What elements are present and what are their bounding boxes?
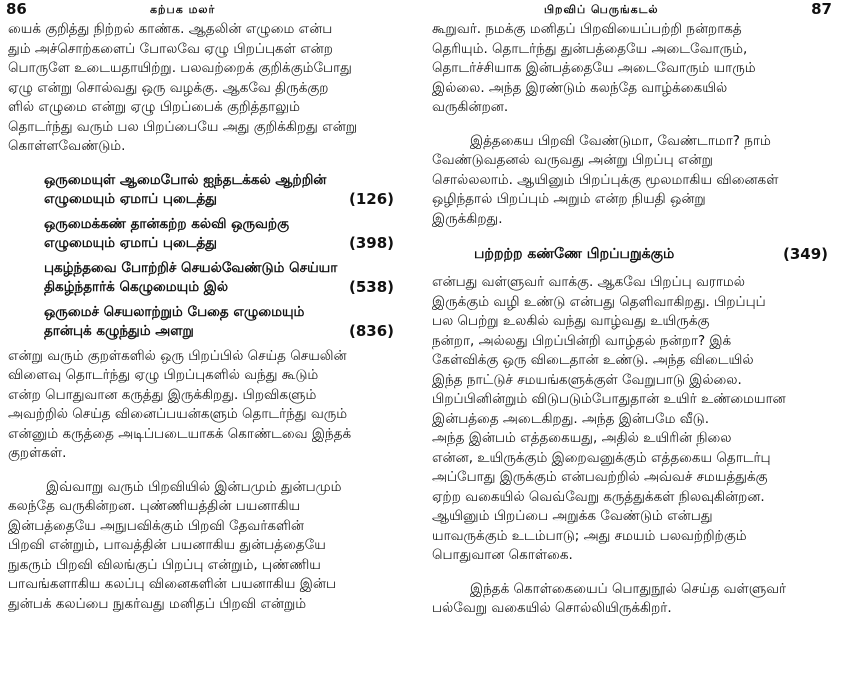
- text-line: ஒழிந்தால் பிறப்பும் அறும் என்ற நியதி ஒன்று: [432, 191, 706, 207]
- text-line: ஏற்ற வகையில் வெவ்வேறு கருத்துக்கள் நிலவுகின்றன.: [432, 488, 765, 505]
- couplet-line: ஒருமைச் செயலாற்றும் பேதை எழுமையும்: [44, 303, 305, 320]
- right-page-header: [424, 0, 842, 20]
- quote-text: பற்றற்ற கண்ணே பிறப்பறுக்கும்: [474, 246, 675, 262]
- text-line: யாவருக்கும் உடம்பாடு; அது சமயம் பலவற்றிற்கும்: [432, 527, 747, 544]
- text-line: வருகின்றன.: [432, 99, 509, 115]
- text-line: இந்தக் கொள்கையைப் பொதுநூல் செய்த வள்ளுவர்: [470, 580, 787, 597]
- couplet-line: திகழ்ந்தார்க் கெழுமையும் இல்: [44, 278, 229, 295]
- kural-couplet: [0, 303, 418, 341]
- text-line: சொல்லலாம். ஆயினும் பிறப்புக்கு மூலமாகிய வினைகள்: [432, 171, 779, 188]
- paragraph: [424, 580, 842, 619]
- text-line: நன்றா, அல்லது பிறப்பின்றி வாழ்தல் நன்றா? இக்: [432, 332, 732, 349]
- couplet-line: ஒருமைக்கண் தான்கற்ற கல்வி ஒருவற்கு: [44, 215, 290, 232]
- text-line: என்பது வள்ளுவர் வாக்கு. ஆகவே பிறப்பு வராமல்: [432, 274, 745, 290]
- text-line: என்று வரும் குறள்களில் ஒரு பிறப்பில் செய்த செயலின்: [8, 347, 347, 364]
- left-page-header: [0, 0, 418, 20]
- text-line: யைக் குறித்து நிற்றல் காண்க. ஆதலின் எழுமை என்ப: [8, 21, 333, 37]
- spacer: [424, 566, 842, 580]
- text-line: குறள்கள்.: [8, 445, 67, 461]
- text-line: ஏழு என்று சொல்வது ஒரு வழக்கு. ஆகவே திருக்குற: [8, 79, 329, 96]
- text-line: பொருளே உடையதாயிற்று. பலவற்றைக் குறிக்கும்போது: [8, 60, 352, 76]
- paragraph: [0, 20, 418, 157]
- text-line: இவ்வாறு வரும் பிறவியில் இன்பமும் துன்பமும்: [46, 478, 342, 495]
- running-head: கற்பக மலர்: [150, 3, 216, 16]
- text-line: கொள்ளவேண்டும்.: [8, 138, 126, 154]
- couplet-line: ஒருமையுள் ஆமைபோல் ஐந்தடக்கல் ஆற்றின்: [44, 171, 327, 188]
- text-line: தொடர்ச்சியாக இன்பத்தையே அடைவோரும் யாரும்: [432, 60, 756, 76]
- text-line: அந்த இன்பம் எத்தகையது, அதில் உயிரின் நிலை: [432, 430, 732, 446]
- text-line: ளில் எழுமை என்று ஏழு பிறப்பைக் குறித்தாலும்: [8, 99, 300, 115]
- spacer: [0, 464, 418, 478]
- text-line: நுகரும் பிறவி விலங்குப் பிறப்பு என்றும், புண்ணிய: [8, 556, 321, 573]
- paragraph: [0, 478, 418, 615]
- paragraph: [0, 347, 418, 464]
- text-line: கேள்விக்கு ஒரு விடைதான் உண்டு. அந்த விடையில்: [432, 352, 754, 368]
- text-line: தெரியும். தொடர்ந்து துன்பத்தையே அடைவோரும்,: [432, 40, 748, 57]
- paragraph: [424, 273, 842, 566]
- text-line: இல்லை. அந்த இரண்டும் கலந்தே வாழ்க்கையில்: [432, 79, 728, 96]
- text-line: ஆயினும் பிறப்பை அறுக்க வேண்டும் என்பது: [432, 508, 713, 524]
- kural-couplet: [0, 171, 418, 209]
- text-line: பல்வேறு வகையில் சொல்லியிருக்கிறர்.: [432, 600, 672, 616]
- text-line: பிறவி என்றும், பாவத்தின் பயனாகிய துன்பத்தையே: [8, 537, 326, 553]
- couplet-number: (126): [348, 189, 394, 208]
- text-line: வேண்டுவதனல் வருவது அன்று பிறப்பு என்று: [432, 152, 713, 168]
- text-line: பிறப்பினின்றும் விடுபடும்போதுதான் உயிர் உண்மையான: [432, 391, 786, 407]
- text-line: தொடர்ந்து வரும் பல பிறப்பையே அது குறிக்கிறது என்று: [8, 118, 358, 135]
- page-number: 86: [6, 0, 27, 18]
- paragraph: [424, 20, 842, 118]
- spacer: [0, 157, 418, 171]
- text-line: இன்பத்தை அடைகிறது. அந்த இன்பமே வீடு.: [432, 410, 710, 427]
- text-line: கூறுவர். நமக்கு மனிதப் பிறவியைப்பற்றி நன்றாகத்: [432, 21, 742, 37]
- text-line: என்ற பொதுவான கருத்து இருக்கிறது. பிறவிகளும்: [8, 386, 317, 403]
- couplet-number: (538): [348, 277, 394, 296]
- couplet-number: (836): [348, 321, 394, 340]
- couplet-line: புகழ்ந்தவை போற்றிச் செயல்வேண்டும் செய்யா: [44, 259, 338, 276]
- kural-quote: [424, 243, 842, 265]
- page-number: 87: [811, 0, 832, 18]
- couplet-line: எழுமையும் ஏமாப் புடைத்து: [44, 190, 217, 207]
- text-line: கலந்தே வருகின்றன. புண்ணியத்தின் பயனாகிய: [8, 498, 301, 514]
- spacer: [424, 118, 842, 132]
- text-line: இருக்கிறது.: [432, 210, 503, 227]
- running-head: பிறவிப் பெருங்கடல்: [544, 3, 659, 16]
- text-line: பல பெற்று உலகில் வந்து வாழ்வது உயிருக்கு: [432, 313, 710, 329]
- couplet-line: எழுமையும் ஏமாப் புடைத்து: [44, 234, 217, 251]
- text-line: இத்தகைய பிறவி வேண்டுமா, வேண்டாமா? நாம்: [470, 132, 771, 149]
- couplet-line: தான்புக் கழுந்தும் அளறு: [44, 322, 194, 339]
- spacer: [424, 229, 842, 243]
- quote-number: (349): [782, 245, 828, 263]
- couplet-number: (398): [348, 233, 394, 252]
- kural-couplet: [0, 259, 418, 297]
- text-line: பொதுவான கொள்கை.: [432, 547, 573, 563]
- text-line: அவற்றில் செய்த வினைப்பயன்களும் தொடர்ந்து வரும்: [8, 406, 348, 422]
- text-line: பாவங்களாகிய கலப்பு வினைகளின் பயனாகிய இன்ப: [8, 576, 336, 592]
- text-line: இருக்கும் வழி உண்டு என்பது தெளிவாகிறது. பிறப்புப்: [432, 293, 766, 310]
- text-line: என்ன, உயிருக்கும் இறைவனுக்கும் எத்தகைய தொடர்பு: [432, 449, 771, 466]
- text-line: துன்பக் கலப்பை நுகர்வது மனிதப் பிறவி என்றும்: [8, 595, 307, 612]
- text-line: விளைவு தொடர்ந்து ஏழு பிறப்புகளில் வந்து கூடும்: [8, 367, 319, 383]
- text-line: என்னும் கருத்தை அடிப்படையாகக் கொண்டவை இந்தக்: [8, 425, 352, 442]
- right-page: [424, 0, 842, 676]
- kural-couplet: [0, 215, 418, 253]
- text-line: இந்த நாட்டுச் சமயங்களுக்குள் வேறுபாடு இல்லை.: [432, 371, 742, 388]
- paragraph: [424, 132, 842, 230]
- text-line: இன்பத்தையே அநுபவிக்கும் பிறவி தேவர்களின்: [8, 517, 305, 534]
- text-line: அப்போது இருக்கும் என்பவற்றில் அவ்வச் சமயத்துக்கு: [432, 469, 768, 485]
- left-page: [0, 0, 418, 676]
- spacer: [424, 265, 842, 273]
- text-line: தும் அச்சொற்களைப் போலவே ஏழு பிறப்புகள் என்ற: [8, 40, 333, 57]
